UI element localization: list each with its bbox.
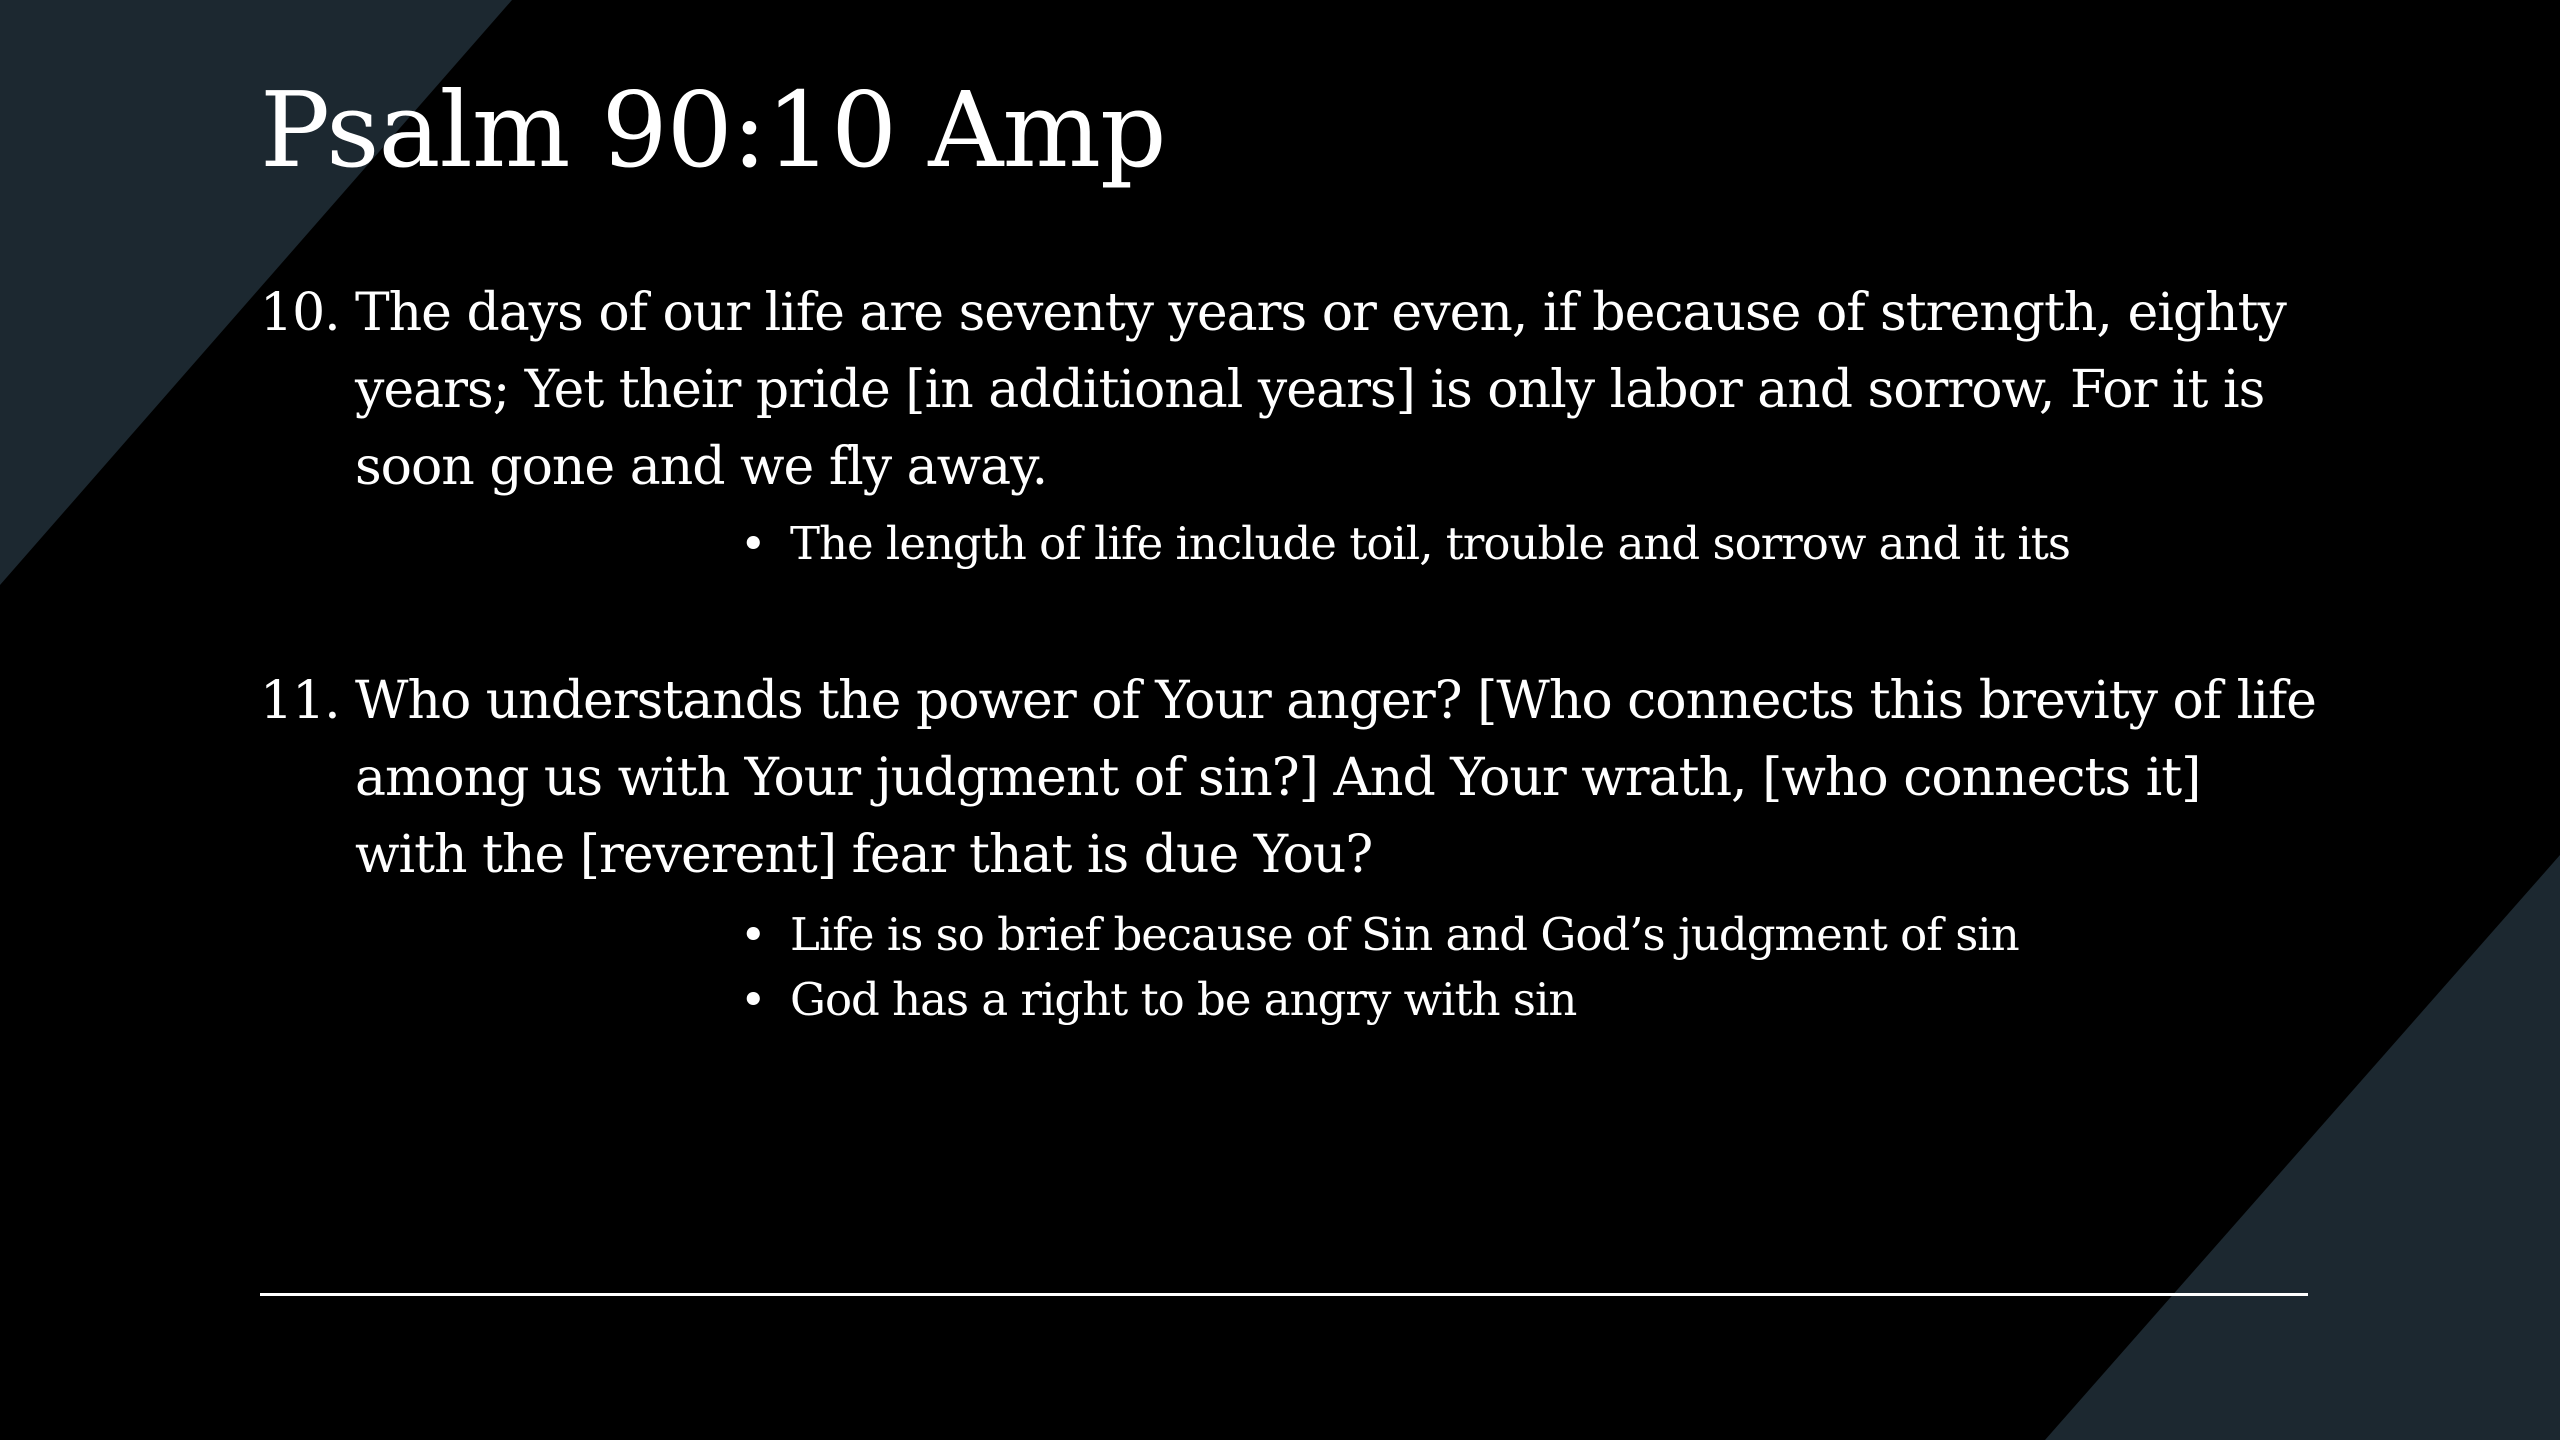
bullet-item xyxy=(740,967,2320,1032)
verse-11-row xyxy=(260,663,2320,894)
verse-11 xyxy=(260,663,2320,1032)
bullet-item xyxy=(740,511,2320,576)
bullet-dot-icon: • xyxy=(740,908,766,961)
bullet-text: God has a right to be angry with sin xyxy=(790,973,1577,1026)
bullet-dot-icon: • xyxy=(740,973,766,1026)
verse-11-number: 11. xyxy=(260,671,340,731)
bullet-item xyxy=(740,902,2320,967)
verse-10-number: 10. xyxy=(260,283,340,343)
slide-title: Psalm 90:10 Amp xyxy=(260,69,1166,191)
bullet-text: Life is so brief because of Sin and God’s judgment of sin xyxy=(790,908,2019,961)
verse-10 xyxy=(260,275,2320,576)
verse-10-bullets xyxy=(740,511,2320,576)
footer-divider xyxy=(260,1293,2308,1296)
bullet-text: The length of life include toil, trouble and sorrow and it its xyxy=(790,517,2070,570)
verse-10-text: The days of our life are seventy years or even, if because of strength, eighty years; Yet their pride [in additional years] is only labor and sorrow, For it is soon gone and we fly away. xyxy=(355,283,2286,497)
bullet-dot-icon: • xyxy=(740,517,766,570)
verse-11-bullets xyxy=(740,902,2320,1032)
verse-10-row xyxy=(260,275,2320,506)
verse-11-text: Who understands the power of Your anger? [Who connects this brevity of life among us with Your judgment of sin?] And Your wrath, [who connects it] with the [reverent] fear that is due You? xyxy=(355,671,2316,885)
